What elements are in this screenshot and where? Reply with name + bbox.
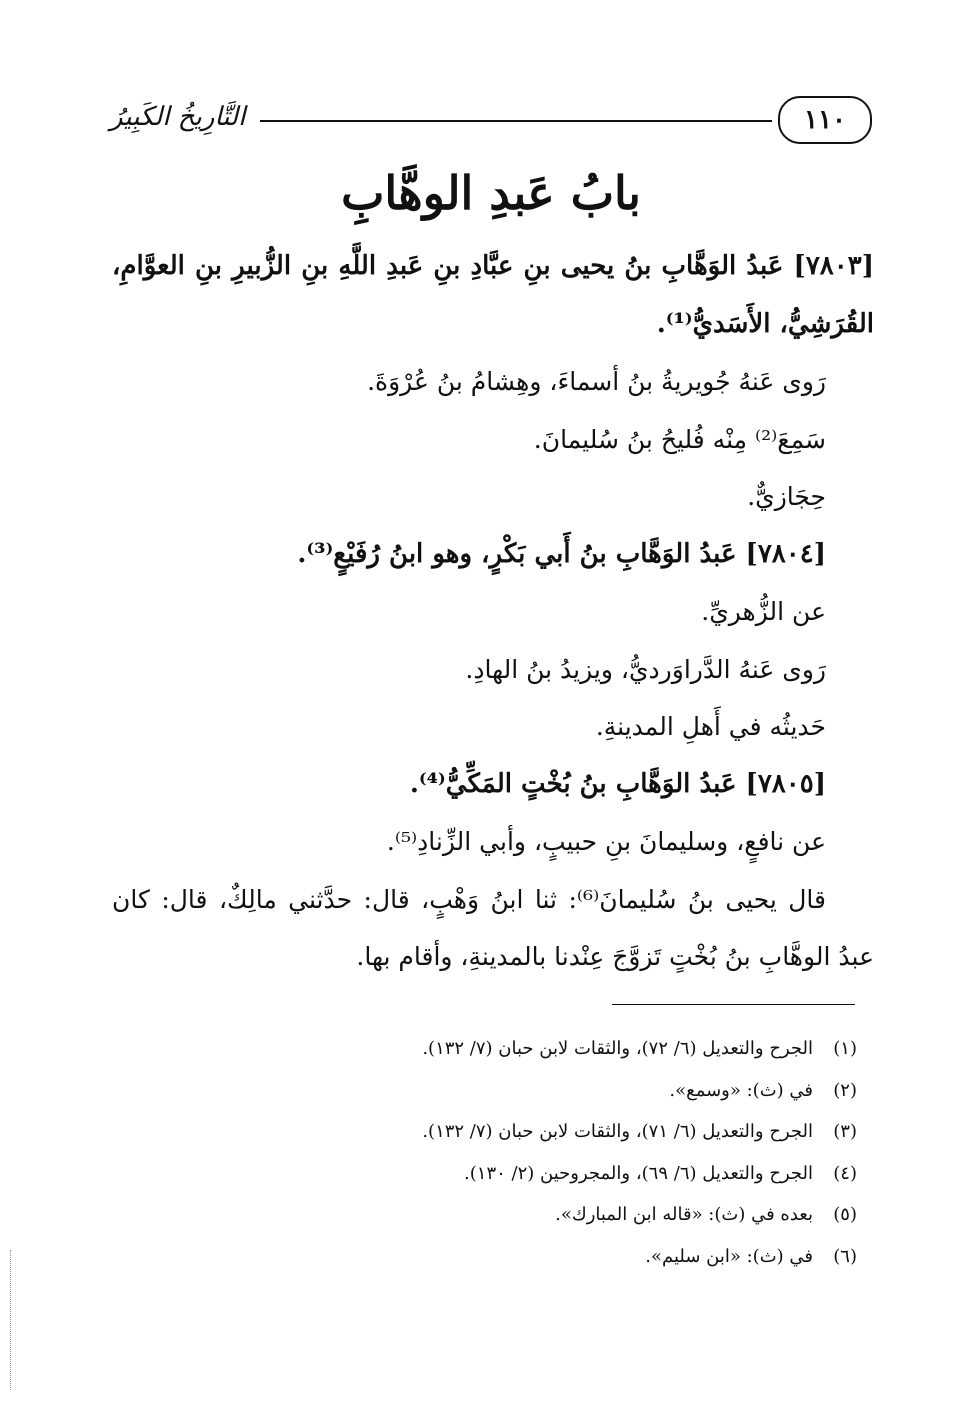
footnote-text: الجرح والتعديل (٦/ ٧٢)، والثقات لابن حبان (٧/ ١٣٢).: [422, 1038, 813, 1059]
footnote-text: في (ث): «ابن سليم».: [645, 1245, 813, 1267]
footnote: [112, 1194, 857, 1236]
text-line: عن الزُّهريِّ.: [701, 597, 826, 626]
footnote-number: (٥): [833, 1204, 857, 1225]
text-line: عبدُ الوهَّابِ بنُ بُخْتٍ تَزوَّجَ عِنْدنا بالمدينةِ، وأقام بها.: [356, 942, 874, 971]
footnote-text: في (ث): «وسمع».: [669, 1079, 813, 1101]
footnote: [112, 1236, 857, 1278]
footnote: [112, 1028, 857, 1070]
scan-margin-mark: [10, 1250, 12, 1390]
footnote: [112, 1070, 857, 1112]
footnote-text: الجرح والتعديل (٦/ ٦٩)، والمجروحين (٢/ ١٣٠).: [464, 1162, 813, 1184]
text-line: عن نافعٍ، وسليمانَ بنِ حبيبٍ، وأبي الزِّنادِ⁽⁵⁾.: [386, 827, 826, 856]
footnote-number: (٦): [833, 1245, 857, 1267]
header-rule: [260, 120, 772, 122]
text-line: رَوى عَنهُ جُويريةُ بنُ أسماءَ، وهِشامُ بنُ عُرْوَةَ.: [367, 367, 826, 396]
footnote-number: (٣): [833, 1121, 857, 1142]
text-line: رَوى عَنهُ الدَّراوَرديُّ، ويزيدُ بنُ الهادِ.: [465, 654, 826, 684]
footnote: [112, 1111, 857, 1153]
footnote-number: (٢): [833, 1079, 857, 1101]
text-line: حِجَازيٌّ.: [747, 482, 826, 511]
entry-7803-heading: [٧٨٠٣] عَبدُ الوَهَّابِ بنُ يحيى بنِ عبَّادِ بنِ عَبدِ اللَّهِ بنِ الزُّبيرِ بنِ العوَّامِ،: [112, 251, 874, 281]
main-text: [112, 238, 874, 986]
footnote-number: (٤): [833, 1162, 857, 1184]
footnote-separator: [612, 1004, 855, 1005]
footnotes: [112, 1028, 857, 1277]
text-line: سَمِعَ⁽²⁾ مِنْه فُليحُ بنُ سُليمانَ.: [533, 424, 826, 454]
footnote-text: بعده في (ث): «قاله ابن المبارك».: [555, 1204, 813, 1225]
entry-7803-heading-cont: القُرَشِيُّ، الأَسَديُّ⁽¹⁾.: [656, 308, 874, 339]
footnote: [112, 1153, 857, 1195]
page-header: [110, 96, 872, 150]
footnote-number: (١): [833, 1038, 857, 1059]
running-title: التَّارِيخُ الكَبِيرُ: [110, 102, 246, 132]
page-number: ١١٠: [778, 96, 872, 144]
text-line: قال يحيى بنُ سُليمانَ⁽⁶⁾: ثنا ابنُ وَهْبٍ، قال: حدَّثني مالِكٌ، قال: كان: [112, 884, 826, 914]
text-line: حَديثُه في أَهلِ المدينةِ.: [595, 712, 826, 741]
entry-7804-heading: [٧٨٠٤] عَبدُ الوَهَّابِ بنُ أَبي بَكْرٍ، وهو ابنُ رُفَيْعٍ⁽³⁾.: [297, 538, 826, 569]
footnote-text: الجرح والتعديل (٦/ ٧١)، والثقات لابن حبان (٧/ ١٣٢).: [422, 1121, 813, 1142]
chapter-title: بابُ عَبدِ الوهَّابِ: [341, 166, 641, 220]
entry-7805-heading: [٧٨٠٥] عَبدُ الوَهَّابِ بنُ بُخْتٍ المَكِّيُّ⁽⁴⁾.: [409, 768, 826, 799]
